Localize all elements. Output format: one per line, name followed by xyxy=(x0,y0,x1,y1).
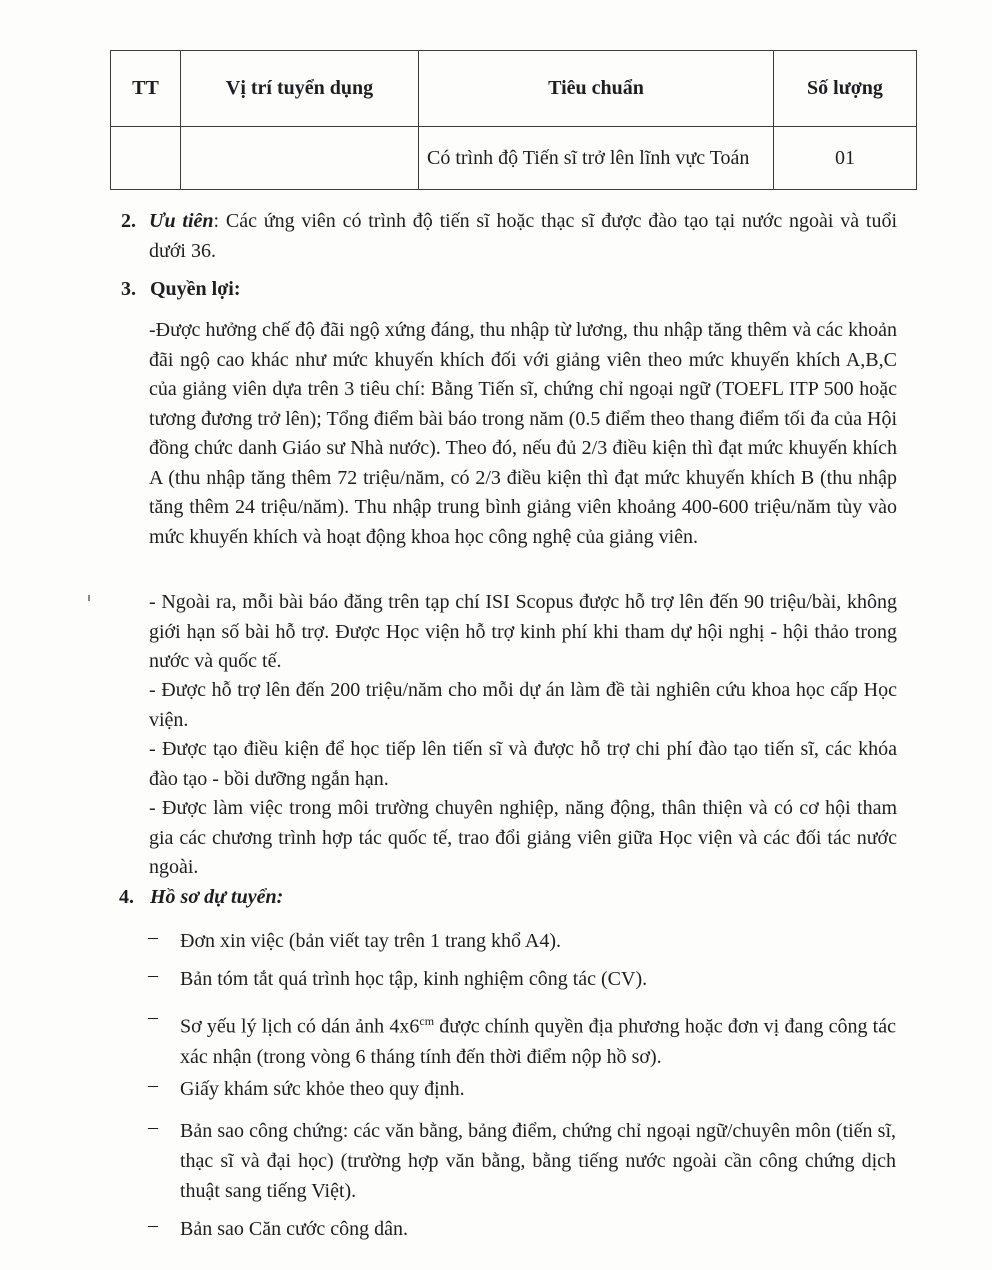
list-item-resume xyxy=(180,1006,896,1072)
benefit-paragraph-1: -Được hưởng chế độ đãi ngộ xứng đáng, thu nhập từ lương, thu nhập tăng thêm và các khoản đãi ngộ cao khác như mức khuyến khích đối với giảng viên theo mức khuyến khích A,B,C của giảng viên dựa trên 3 tiêu chí: Bằng Tiến sĩ, chứng chỉ ngoại ngữ (TOEFL ITP 500 hoặc tương đương trở lên); Tổng điểm bài báo trong năm (0.5 điểm theo thang điểm tối đa của Hội đồng chức danh Giáo sư Nhà nước). Theo đó, nếu đủ 2/3 điều kiện thì đạt mức khuyến khích A (thu nhập tăng thêm 72 triệu/năm, có 2/3 điều kiện thì đạt mức khuyến khích B (thu nhập tăng thêm 24 triệu/năm). Thu nhập trung bình giảng viên khoảng 400-600 triệu/năm tùy vào mức khuyến khích và hoạt động khoa học công nghệ của giảng viên. xyxy=(149,319,897,548)
section-2-text: : Các ứng viên có trình độ tiến sĩ hoặc thạc sĩ được đào tạo tại nước ngoài và tuổi dưới 36. xyxy=(149,210,898,262)
list-item-cv: Bản tóm tắt quá trình học tập, kinh nghiệm công tác (CV). xyxy=(180,968,648,990)
list-dash: – xyxy=(148,1214,158,1236)
section-3-number: 3. xyxy=(121,278,136,300)
list-item-health-check: Giấy khám sức khỏe theo quy định. xyxy=(180,1078,465,1100)
list-dash: – xyxy=(148,926,158,948)
header-quantity: Số lượng xyxy=(774,51,917,127)
cell-criteria: Có trình độ Tiến sĩ trở lên lĩnh vực Toán xyxy=(419,127,774,190)
benefit-paragraph-2: - Ngoài ra, mỗi bài báo đăng trên tạp chí ISI Scopus được hỗ trợ lên đến 90 triệu/bài, không giới hạn số bài hỗ trợ. Được Học viện hỗ trợ kinh phí khi tham dự hội nghị - hội thảo trong nước và quốc tế. xyxy=(149,591,897,672)
section-2-paragraph xyxy=(149,207,897,266)
table-row xyxy=(111,127,917,190)
section-4-number: 4. xyxy=(119,886,134,908)
list-dash: – xyxy=(148,1006,158,1028)
list-dash: – xyxy=(148,1116,158,1138)
cell-tt xyxy=(111,127,181,190)
header-position: Vị trí tuyển dụng xyxy=(181,51,419,127)
list-item-id-card: Bản sao Căn cước công dân. xyxy=(180,1218,409,1240)
recruitment-table xyxy=(110,50,917,190)
cell-position xyxy=(181,127,419,190)
table-header-row xyxy=(111,51,917,127)
cell-quantity: 01 xyxy=(774,127,917,190)
resume-text-before: Sơ yếu lý lịch có dán ảnh 4x6 xyxy=(180,1015,420,1038)
benefit-paragraph-4: - Được tạo điều kiện để học tiếp lên tiến sĩ và được hỗ trợ chi phí đào tạo tiến sĩ, các khóa đào tạo - bồi dưỡng ngắn hạn. xyxy=(149,738,897,790)
resume-text-sup: cm xyxy=(419,1014,435,1028)
section-2-label: Ưu tiên xyxy=(149,210,214,232)
benefit-paragraph-5: - Được làm việc trong môi trường chuyên nghiệp, năng động, thân thiện và có cơ hội tham gia các chương trình hợp tác quốc tế, trao đổi giảng viên giữa Học viện và các đối tác nước ngoài. xyxy=(149,797,897,878)
scan-speck xyxy=(88,595,90,601)
section-2-number: 2. xyxy=(121,210,136,232)
section-3-title: Quyền lợi: xyxy=(150,278,241,300)
resume-text-after: được chính quyền địa phương hoặc đơn vị đang công tác xác nhận (trong vòng 6 tháng tính đến thời điểm nộp hồ sơ). xyxy=(180,1015,896,1068)
list-dash: – xyxy=(148,1074,158,1096)
list-dash: – xyxy=(148,964,158,986)
section-4-title: Hồ sơ dự tuyển: xyxy=(150,886,284,908)
list-item-certified-copies: Bản sao công chứng: các văn bằng, bảng điểm, chứng chỉ ngoại ngữ/chuyên môn (tiến sĩ, thạc sĩ và đại học) (trường hợp văn bằng, bằng tiếng nước ngoài cần công chứng dịch thuật sang tiếng Việt). xyxy=(180,1120,896,1202)
header-tt: TT xyxy=(111,51,181,127)
benefit-paragraph-3: - Được hỗ trợ lên đến 200 triệu/năm cho mỗi dự án làm đề tài nghiên cứu khoa học cấp Học viện. xyxy=(149,679,897,731)
list-item-application-letter: Đơn xin việc (bản viết tay trên 1 trang khổ A4). xyxy=(180,930,562,952)
header-criteria: Tiêu chuẩn xyxy=(419,51,774,127)
